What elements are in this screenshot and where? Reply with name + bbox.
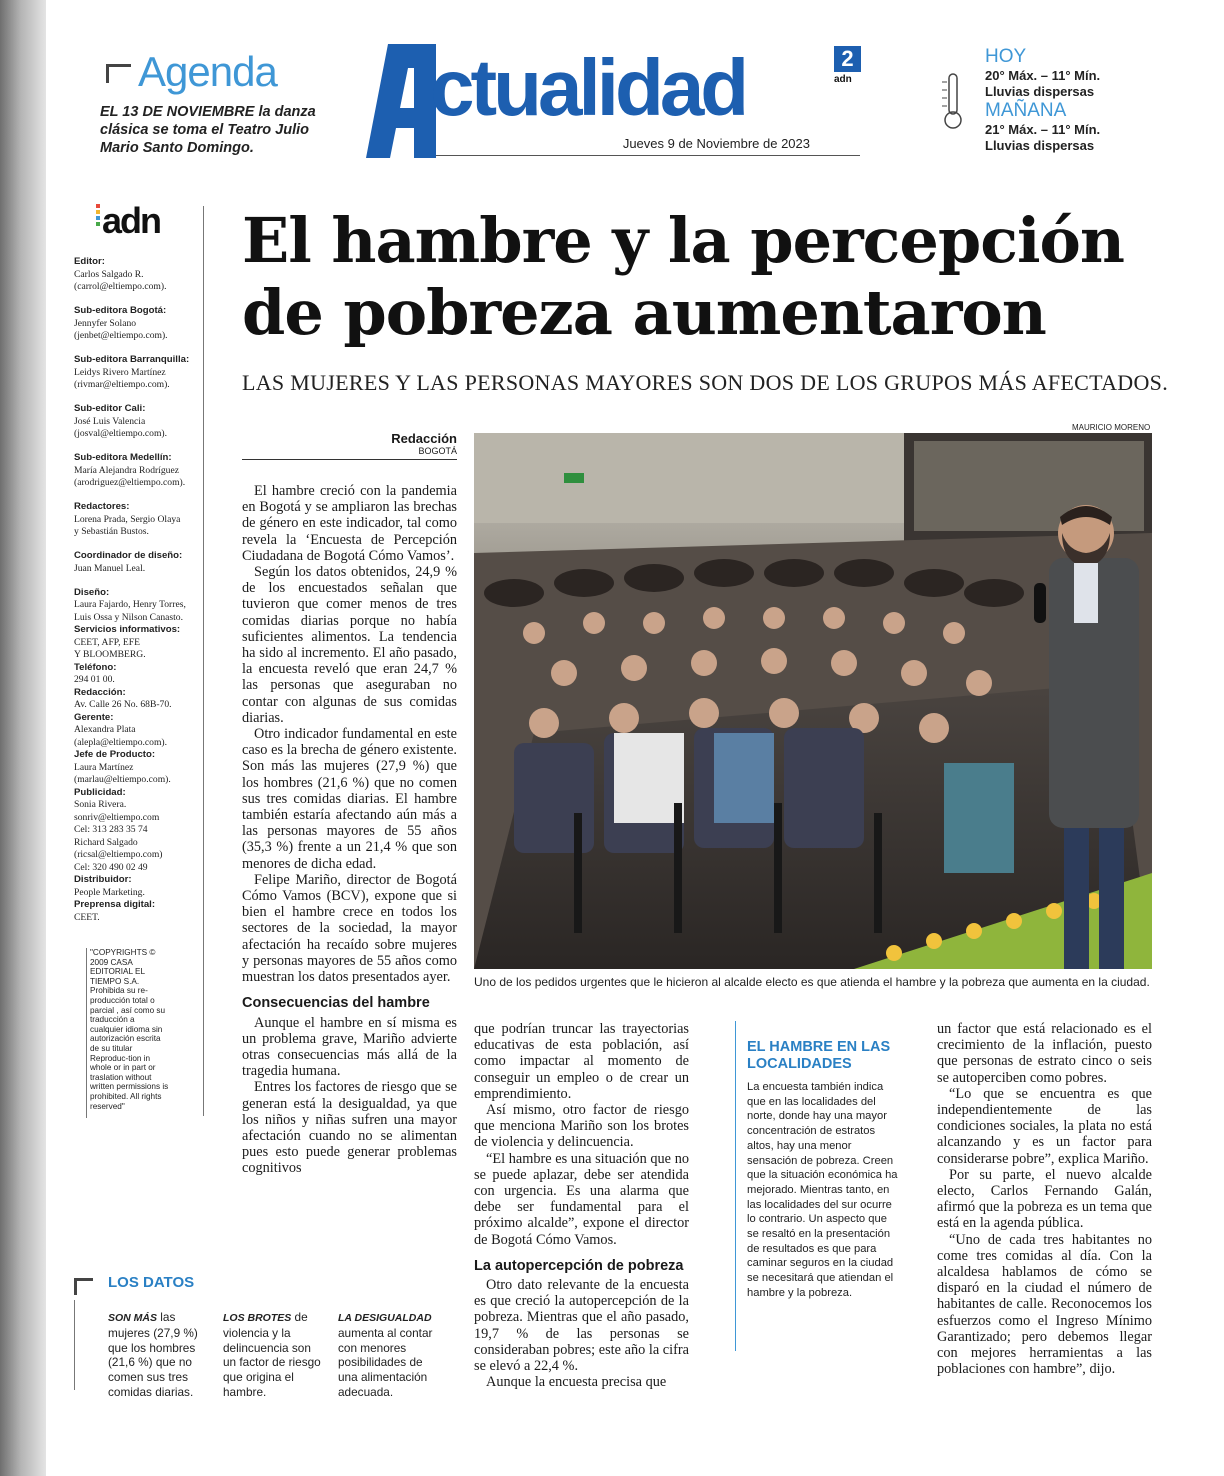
credit-block: Sub-editora Bogotá: Jennyfer Solano (jenbet@eltiempo.com).: [74, 305, 168, 341]
dato-item: LA DESIGUALDAD aumenta al contar con menores posibilidades de una alimentación adecuada.: [338, 1312, 433, 1399]
weather-today-label: HOY: [985, 46, 1027, 67]
sidebar-text: La encuesta también indica que en las localidades del norte, donde hay una mayor concentración de estratos altos, hay una menor sensación de pobreza. Creen que la situación económica ha mejorado. Mientras tanto, en las localidades del sur ocurre lo contrario. Un aspecto que se resaltó en la presentación de resultados es que para caminar seguros en la ciudad se necesitará que atiendan el hambre y la pobreza.: [747, 1081, 898, 1299]
credit-block: Distribuidor: People Marketing.: [74, 874, 145, 898]
masthead-section-title: ctualidad: [430, 43, 746, 132]
page-fold-shadow: [0, 0, 46, 1476]
paragraph: que podrían truncar las trayectorias educativas de esta población, así como impactar al momento de conseguir un empleo o de crear un emprendimiento.: [474, 1021, 689, 1102]
credit-block: Teléfono: 294 01 00.: [74, 661, 117, 685]
credit-block: Coordinador de diseño: Juan Manuel Leal.: [74, 550, 183, 574]
paragraph: Otro dato relevante de la encuesta es que creció la autopercepción de la pobreza. Mientras que el año pasado, 19,7 % de las personas se consideraban pobres; este año la cifra se elevó a 22,4 %.: [474, 1277, 689, 1375]
page-brand: adn: [834, 74, 852, 85]
datos-divider: [74, 1300, 75, 1390]
paragraph: Por su parte, el nuevo alcalde electo, Carlos Fernando Galán, afirmó que la pobreza es un tema que está en la agenda pública.: [937, 1166, 1152, 1232]
dato-item: SON MÁS las mujeres (27,9 %) que los hombres (21,6 %) que no comen sus tres comidas diarias.: [108, 1310, 198, 1399]
paragraph: Otro indicador fundamental en este caso es la brecha de género existente. Son más las mujeres (27,9 %) que los hombres (21,6 %) que no comen sus tres comidas diarias. El hambre también estaría afectando aún más a las personas mayores de 55 años (35,3 %) frente a un 21,4 % que son menores de dicha edad.: [242, 726, 457, 872]
credit-block: Sub-editor Cali: José Luis Valencia (josval@eltiempo.com).: [74, 403, 168, 439]
paragraph: un factor que está relacionado es el crecimiento de la inflación, puesto que personas de estrato cinco o seis se autoperciben como pobres.: [937, 1021, 1152, 1086]
issue-date: Jueves 9 de Noviembre de 2023: [622, 136, 810, 151]
adn-logo-dots: [96, 204, 100, 226]
masthead-rule: [436, 155, 860, 156]
article-subhead: LAS MUJERES Y LAS PERSONAS MAYORES SON DOS DE LOS GRUPOS MÁS AFECTADOS.: [242, 370, 1169, 395]
credit-block: Sub-editora Barranquilla: Leidys Rivero Martínez (rivmar@eltiempo.com).: [74, 354, 190, 390]
paragraph: Entres los factores de riesgo que se generan está la desigualdad, ya que los niños y niñas sufren una mayor afectación cuando no se alimentan pues esto puede generar problemas cognitivos: [242, 1079, 457, 1177]
paragraph: Así mismo, otro factor de riesgo que menciona Mariño son los brotes de violencia y delincuencia.: [474, 1102, 689, 1151]
paragraph: “Lo que se encuentra es que independientemente de las condiciones sociales, la plata no está alcanzando y es un factor para considerarse pobre”, explica Mariño.: [937, 1085, 1152, 1167]
credit-block: Gerente: Alexandra Plata (alepla@eltiempo.com).: [74, 711, 168, 748]
copyright-notice: "COPYRIGHTS © 2009 CASA EDITORIAL EL TIEMPO S.A. Prohibida su re-producción total o parcial , así como su traducción a cualquier idioma sin autorización escrita de su titular Reproduc-tion in whole or in part or traslation without written permissions is prohibited. All rights reserved": [90, 948, 169, 1111]
section-subhead: La autopercepción de pobreza: [474, 1257, 684, 1274]
paragraph: El hambre creció con la pandemia en Bogotá y se ampliaron las brechas de género en este indicador, tal como revela la ‘Encuesta de Percepción Ciudadana de Bogotá Cómo Vamos’.: [242, 483, 457, 564]
paragraph: Felipe Mariño, director de Bogotá Cómo Vamos (BCV), expone que si bien el hambre crece en todos los sectores de la sociedad, la mayor afectación ha recaído sobre mujeres y personas mayores de 55 años como muestran los datos presentados ayer.: [242, 871, 457, 986]
credit-block: Publicidad: Sonia Rivera. sonriv@eltiempo.com Cel: 313 283 35 74 Richard Salgado (ricsal@eltiempo.com) Cel: 320 490 02 49: [74, 786, 163, 873]
agenda-title: Agenda: [138, 48, 277, 95]
article-column-2: [474, 1021, 689, 1390]
byline: Redacción BOGOTÁ: [391, 431, 457, 456]
paragraph: “El hambre es una situación que no se puede aplazar, debe ser atendida con urgencia. Es una alarma que debe ser fundamental para el próximo alcalde”, expone el director de Bogotá Cómo Vamos.: [474, 1150, 689, 1248]
credit-block: Jefe de Producto: Laura Martínez (marlau@eltiempo.com).: [74, 749, 171, 785]
masthead-a-logo: [366, 44, 436, 158]
photo-credit: MAURICIO MORENO: [1072, 423, 1151, 432]
staff-credits: [74, 256, 206, 924]
adn-logo: adn: [102, 200, 161, 241]
credit-block: Servicios informativos: CEET, AFP, EFE Y BLOOMBERG.: [74, 624, 181, 660]
paragraph: Según los datos obtenidos, 24,9 % de los encuestados señalan que tuvieron que comer menos de tres comidas diarias porque no había suficientes alimentos. La tendencia ha sido al incremento. El año pasado, la encuesta reveló que eran 24,7 % las personas que aseguraban no contar con algunas de sus comidas diarias.: [242, 564, 457, 726]
datos-title: LOS DATOS: [108, 1274, 195, 1291]
weather-panel: [985, 46, 1100, 154]
sidebar-title: EL HAMBRE EN LAS LOCALIDADES: [747, 1039, 891, 1072]
page-number: 2: [834, 46, 861, 72]
weather-tomorrow-desc: Lluvias dispersas: [985, 138, 1095, 153]
weather-today-desc: Lluvias dispersas: [985, 84, 1095, 99]
weather-tomorrow-label: MAÑANA: [985, 100, 1067, 121]
dato-item: LOS BROTES de violencia y la delincuencia son un factor de riesgo que origina el hambre.: [223, 1310, 321, 1399]
section-subhead: Consecuencias del hambre: [242, 995, 430, 1012]
paragraph: Aunque el hambre en sí misma es un problema grave, Mariño advierte otras consecuencias más allá de la tragedia humana.: [242, 1014, 457, 1080]
credit-block: Sub-editora Medellín: María Alejandra Rodríguez (arodriguez@eltiempo.com).: [74, 452, 186, 488]
credit-block: Redacción: Av. Calle 26 No. 68B-70.: [74, 686, 172, 710]
paragraph: Aunque la encuesta precisa que: [486, 1374, 667, 1391]
agenda-bracket: [106, 64, 131, 83]
article-column-1: [242, 483, 457, 1177]
paragraph: “Uno de cada tres habitantes no come tres comidas al día. Con la alcaldesa hablamos de cómo se disparó en la ciudad el número de habitantes de calle. Reconocemos los esfuerzos como el Ingreso Mínimo Garantizado; pero debemos llegar con mejores herramientas a las poblaciones con hambre”, dijo.: [937, 1231, 1152, 1378]
thermometer-icon: [940, 72, 964, 132]
credit-block: Editor: Carlos Salgado R. (carrol@eltiempo.com).: [74, 256, 167, 292]
byline-rule: [242, 459, 457, 460]
article-headline: El hambre y la percepción de pobreza aumentaron: [242, 204, 1124, 349]
photo-caption: Uno de los pedidos urgentes que le hicieron al alcalde electo es que atienda el hambre y la pobreza que aumenta en la ciudad.: [474, 975, 1150, 989]
sidebar-rule: [735, 1021, 736, 1351]
article-photo: [474, 433, 1152, 969]
datos-bracket: [74, 1278, 93, 1295]
agenda-text: EL 13 DE NOVIEMBRE la danza clásica se toma el Teatro Julio Mario Santo Domingo.: [100, 104, 316, 156]
credit-block: Diseño: Laura Fajardo, Henry Torres, Luis Ossa y Nilson Canasto.: [74, 586, 186, 623]
copyright-divider: [86, 948, 87, 1118]
weather-today-temp: 20° Máx. – 11° Mín.: [985, 68, 1101, 83]
credit-block: Redactores: Lorena Prada, Sergio Olaya y Sebastián Bustos.: [74, 501, 181, 537]
article-column-4: [937, 1021, 1152, 1377]
weather-tomorrow-temp: 21° Máx. – 11° Mín.: [985, 122, 1101, 137]
credit-block: Preprensa digital: CEET.: [74, 899, 156, 923]
